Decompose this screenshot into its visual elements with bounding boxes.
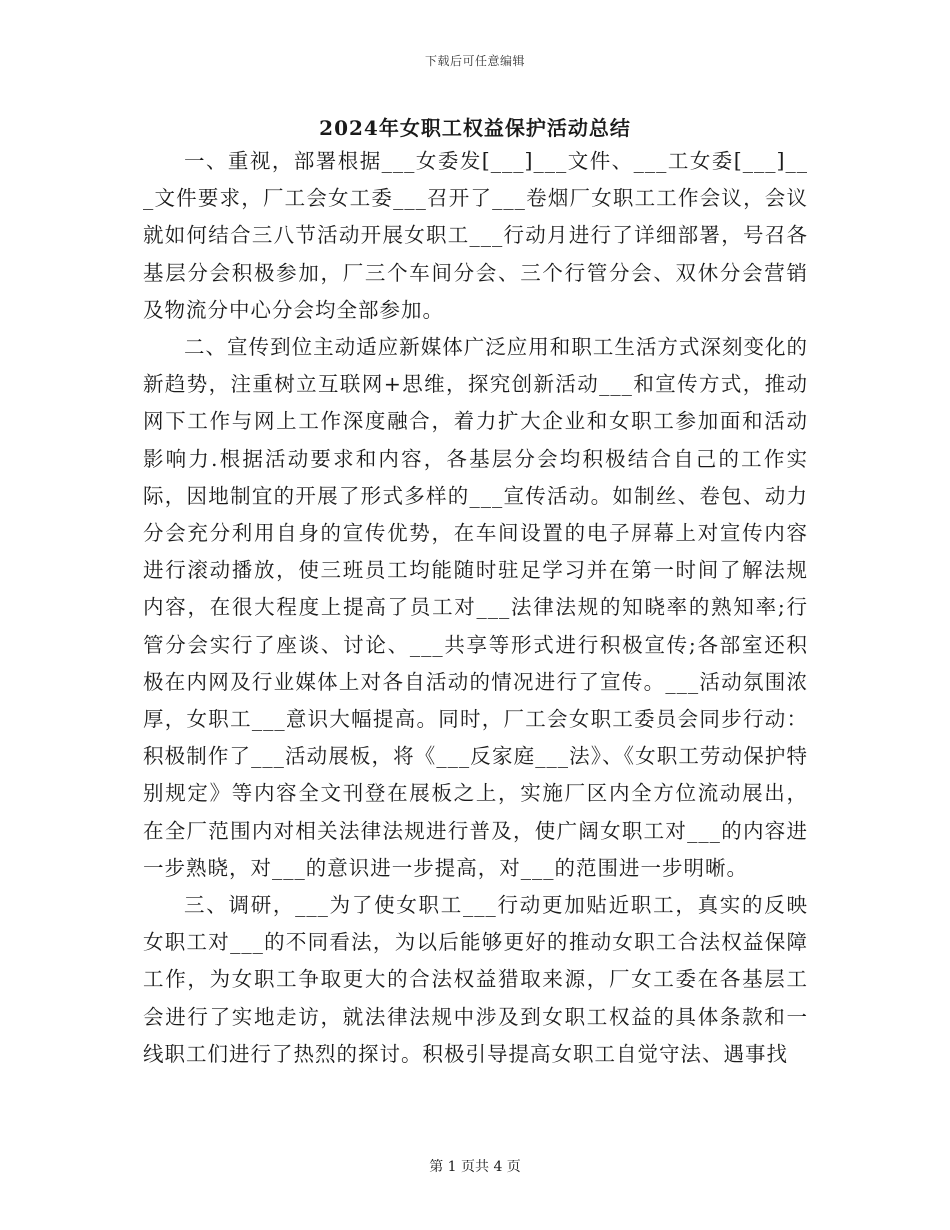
page-number-footer: 第 1 页共 4 页 — [429, 1159, 521, 1175]
document-title: 2024年女职工权益保护活动总结 — [319, 116, 631, 140]
page-header-note: 下载后可任意编辑 — [424, 54, 525, 68]
document-body — [143, 143, 808, 1073]
paragraph-1: 一、重视，部署根据___女委发[___]___文件、___工女委[___]___文件要求，厂工会女工委___召开了___卷烟厂女职工工作会议，会议就如何结合三八节活动开展女职工___行动月进行了详细部署，号召各基层分会积极参加，厂三个车间分会、三个行管分会、双休分会营销及物流分中心分会均全部参加。 — [143, 149, 808, 322]
paragraph-3: 三、调研，___为了使女职工___行动更加贴近职工，真实的反映女职工对___的不同看法，为以后能够更好的推动女职工合法权益保障工作，为女职工争取更大的合法权益猎取来源，厂女工委在各基层工会进行了实地走访，就法律法规中涉及到女职工权益的具体条款和一线职工们进行了热烈的探讨。积极引导提高女职工自觉守法、遇事找 — [143, 893, 808, 1066]
paragraph-2: 二、宣传到位主动适应新媒体广泛应用和职工生活方式深刻变化的新趋势，注重树立互联网+思维，探究创新活动___和宣传方式，推动网下工作与网上工作深度融合，着力扩大企业和女职工参加面和活动影响力.根据活动要求和内容，各基层分会均积极结合自己的工作实际，因地制宜的开展了形式多样的___宣传活动。如制丝、卷包、动力分会充分利用自身的宣传优势，在车间设置的电子屏幕上对宣传内容进行滚动播放，使三班员工均能随时驻足学习并在第一时间了解法规内容，在很大程度上提高了员工对___法律法规的知晓率的熟知率;行管分会实行了座谈、讨论、___共享等形式进行积极宣传;各部室还积极在内网及行业媒体上对各自活动的情况进行了宣传。___活动氛围浓厚，女职工___意识大幅提高。同时，厂工会女职工委员会同步行动：积极制作了___活动展板，将《___反家庭___法》、《女职工劳动保护特别规定》等内容全文刊登在展板之上，实施厂区内全方位流动展出，在全厂范围内对相关法律法规进行普及，使广阔女职工对___的内容进一步熟晓，对___的意识进一步提高，对___的范围进一步明晰。 — [143, 335, 808, 880]
